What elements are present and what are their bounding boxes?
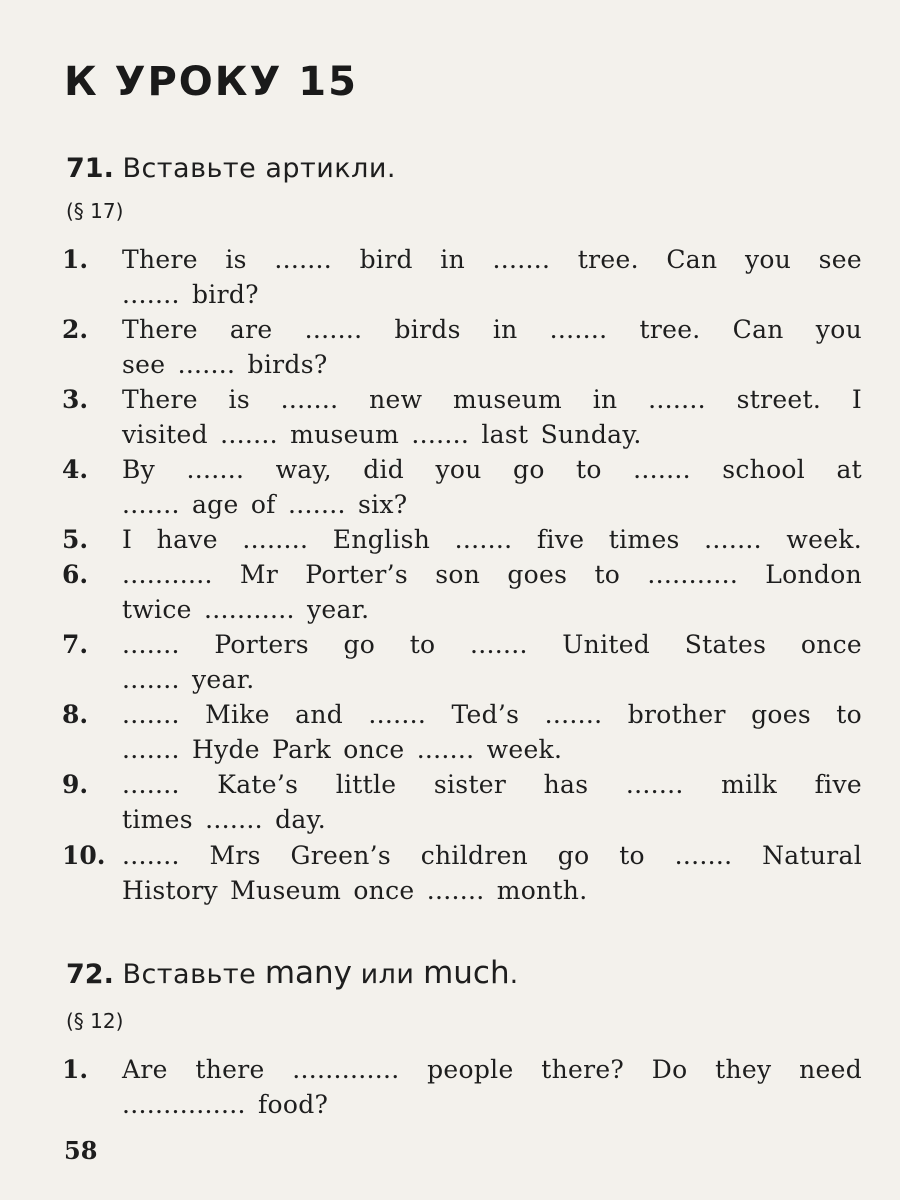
exercise-item: [62, 452, 862, 522]
task-71-reference: (§ 17): [66, 199, 124, 223]
task-71-heading: [66, 152, 396, 186]
task-72-word-many: many: [264, 955, 353, 991]
exercise-line: ....... Kate’s little sister has ....... milk five: [122, 770, 862, 799]
task-72-connector: или: [360, 959, 415, 990]
exercise-number: 1.: [62, 1055, 89, 1084]
exercise-item: [62, 522, 862, 557]
lesson-title: К УРОКУ 15: [64, 59, 358, 105]
exercise-number: 3.: [62, 385, 89, 414]
exercise-line: ....... bird?: [122, 280, 259, 309]
task-71-number: 71.: [66, 153, 114, 184]
exercise-item: [62, 312, 862, 382]
task-71-instruction: Вставьте артикли.: [122, 153, 396, 184]
task-72-instruction: Вставьте: [122, 959, 257, 990]
task-72-reference: (§ 12): [66, 1009, 124, 1033]
exercise-number: 1.: [62, 245, 89, 274]
exercise-line: ....... Porters go to ....... United States once: [122, 630, 862, 659]
exercise-line: ....... Mrs Green’s children go to ....... Natural: [122, 841, 862, 870]
exercise-number: 6.: [62, 560, 89, 589]
exercise-item: [62, 767, 862, 837]
task-72-heading: [66, 956, 519, 992]
exercise-number: 9.: [62, 770, 89, 799]
exercise-item: [62, 242, 862, 312]
exercise-line: By ....... way, did you go to ....... school at: [122, 455, 862, 484]
task-72-period: .: [509, 959, 519, 990]
task-72-word-much: much: [423, 955, 510, 991]
exercise-line: ....... age of ....... six?: [122, 490, 408, 519]
exercise-line: see ....... birds?: [122, 350, 328, 379]
exercise-line: visited ....... museum ....... last Sunday.: [122, 420, 642, 449]
exercise-line: There are ....... birds in ....... tree. Can you: [122, 315, 862, 344]
exercise-item: [62, 627, 862, 697]
exercise-item: [62, 557, 862, 627]
exercise-line: ............... food?: [122, 1090, 329, 1119]
exercise-number: 10.: [62, 841, 106, 870]
exercise-line: ....... Hyde Park once ....... week.: [122, 735, 563, 764]
exercise-line: ........... Mr Porter’s son goes to ........... London: [122, 560, 862, 589]
exercise-number: 8.: [62, 700, 89, 729]
exercise-number: 7.: [62, 630, 89, 659]
exercise-line: History Museum once ....... month.: [122, 876, 588, 905]
exercise-line: There is ....... new museum in ....... street. I: [122, 385, 862, 414]
exercise-item: [62, 382, 862, 452]
exercise-line: There is ....... bird in ....... tree. Can you see: [122, 245, 862, 274]
exercise-line: Are there ............. people there? Do they need: [122, 1055, 862, 1084]
exercise-number: 2.: [62, 315, 89, 344]
exercise-line: ....... year.: [122, 665, 255, 694]
exercise-number: 4.: [62, 455, 89, 484]
exercise-line: times ....... day.: [122, 805, 326, 834]
exercise-item: [62, 1052, 862, 1122]
exercise-line: twice ........... year.: [122, 595, 370, 624]
exercise-line: I have ........ English ....... five times ....... week.: [122, 525, 862, 554]
exercise-item: [62, 838, 862, 908]
exercise-line: ....... Mike and ....... Ted’s ....... brother goes to: [122, 700, 862, 729]
exercise-item: [62, 697, 862, 767]
exercise-number: 5.: [62, 525, 89, 554]
task-72-number: 72.: [66, 959, 114, 990]
page-number: 58: [64, 1136, 98, 1165]
